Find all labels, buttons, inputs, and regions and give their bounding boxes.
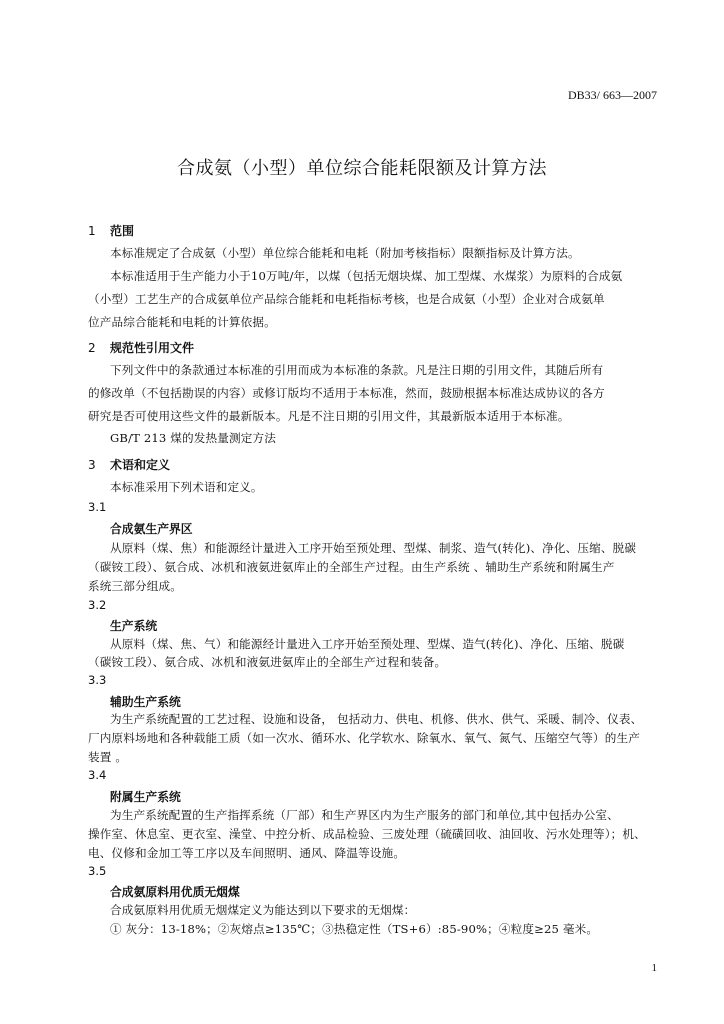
section-3-heading (88, 456, 170, 473)
term-3-4-name: 附属生产系统 (110, 790, 181, 804)
term-3-1-number: 3.1 (88, 500, 107, 514)
term-3-3-line-3: 装置 。 (88, 750, 128, 764)
section-1-title: 范围 (110, 224, 135, 238)
section-1-line-1: 本标准规定了合成氨（小型）单位综合能耗和电耗（附加考核指标）限额指标及计算方法。 (110, 246, 580, 260)
term-3-1-line-2: （碳铵工段）、氨合成、冰机和液氨进氨库止的全部生产过程。由生产系统 、辅助生产系统和附属生产 (88, 560, 615, 574)
section-2-line-1: 下列文件中的条款通过本标准的引用而成为本标准的条款。凡是注日期的引用文件，其随后所有 (110, 363, 604, 377)
term-3-4-line-1: 为生产系统配置的生产指挥系统（厂部）和生产界区内为生产服务的部门和单位,其中包括办公室、 (110, 808, 619, 822)
term-3-1-line-1: 从原料（煤、焦）和能源经计量进入工序开始至预处理、型煤、制浆、造气(转化)、净化、压缩、脱碳 (110, 541, 637, 555)
term-3-2-line-2: （碳铵工段）、氨合成、冰机和液氨进氨库止的全部生产过程和装备。 (88, 655, 447, 669)
section-3-intro: 本标准采用下列术语和定义。 (110, 480, 263, 494)
section-2-number: 2 (88, 341, 96, 355)
section-1-line-2: 本标准适用于生产能力小于10万吨/年，以煤（包括无烟块煤、加工型煤、水煤浆）为原料的合成氨 (110, 269, 623, 283)
term-3-4-line-2: 操作室、休息室、更衣室、澡堂、中控分析、成品检验、三废处理（硫磺回收、油回收、污水处理等）；机、 (88, 827, 646, 841)
term-3-2-number: 3.2 (88, 598, 107, 612)
section-1-heading (88, 222, 134, 239)
section-2-line-2: 的修改单（不包括勘误的内容）或修订版均不适用于本标准，然而，鼓励根据本标准达成协议的各方 (88, 386, 605, 400)
term-3-3-name: 辅助生产系统 (110, 695, 181, 709)
term-3-5-number: 3.5 (88, 864, 107, 878)
section-3-number: 3 (88, 458, 96, 472)
section-1-number: 1 (88, 224, 96, 238)
document-number: DB33/ 663—2007 (567, 88, 657, 102)
page-title: 合成氨（小型）单位综合能耗限额及计算方法 (177, 158, 547, 179)
term-3-2-line-1: 从原料（煤、焦、气）和能源经计量进入工序开始至预处理、型煤、造气(转化)、净化、压缩、脱碳 (110, 637, 625, 651)
term-3-3-number: 3.3 (88, 673, 107, 687)
term-3-1-name: 合成氨生产界区 (110, 522, 193, 536)
section-2-line-3: 研究是否可使用这些文件的最新版本。凡是不注日期的引用文件，其最新版本适用于本标准。 (88, 409, 570, 423)
term-3-4-line-3: 电、仪修和金加工等工序以及车间照明、通风、降温等设施。 (88, 846, 406, 860)
term-3-4-number: 3.4 (88, 768, 107, 782)
page-number: 1 (651, 962, 657, 974)
section-2-heading (88, 339, 194, 356)
section-3-title: 术语和定义 (110, 458, 171, 472)
section-2-title: 规范性引用文件 (110, 341, 195, 355)
term-3-3-line-1: 为生产系统配置的工艺过程、设施和设备， 包括动力、供电、机修、供水、供气、采暖、制冷、仪表、 (110, 712, 643, 726)
section-1-line-4: 位产品综合能耗和电耗的计算依据。 (88, 315, 276, 329)
term-3-5-name: 合成氨原料用优质无烟煤 (110, 885, 240, 899)
term-3-2-name: 生产系统 (110, 619, 158, 633)
term-3-1-line-3: 系统三部分组成。 (88, 579, 182, 593)
term-3-5-line-1: 合成氨原料用优质无烟煤定义为能达到以下要求的无烟煤： (110, 903, 416, 917)
section-1-line-3: （小型）工艺生产的合成氨单位产品综合能耗和电耗指标考核，也是合成氨（小型）企业对合成氨单 (88, 292, 605, 306)
term-3-3-line-2: 厂内原料场地和各种载能工质（如一次水、循环水、化学软水、除氧水、氧气、氮气、压缩空气等）的生产 (88, 731, 640, 745)
term-3-5-line-2: ① 灰分：13-18%；②灰熔点≥135℃；③热稳定性（TS+6）:85-90%；④粒度≥25 毫米。 (110, 922, 599, 936)
reference-gbt-213: GB/T 213 煤的发热量测定方法 (110, 431, 276, 445)
